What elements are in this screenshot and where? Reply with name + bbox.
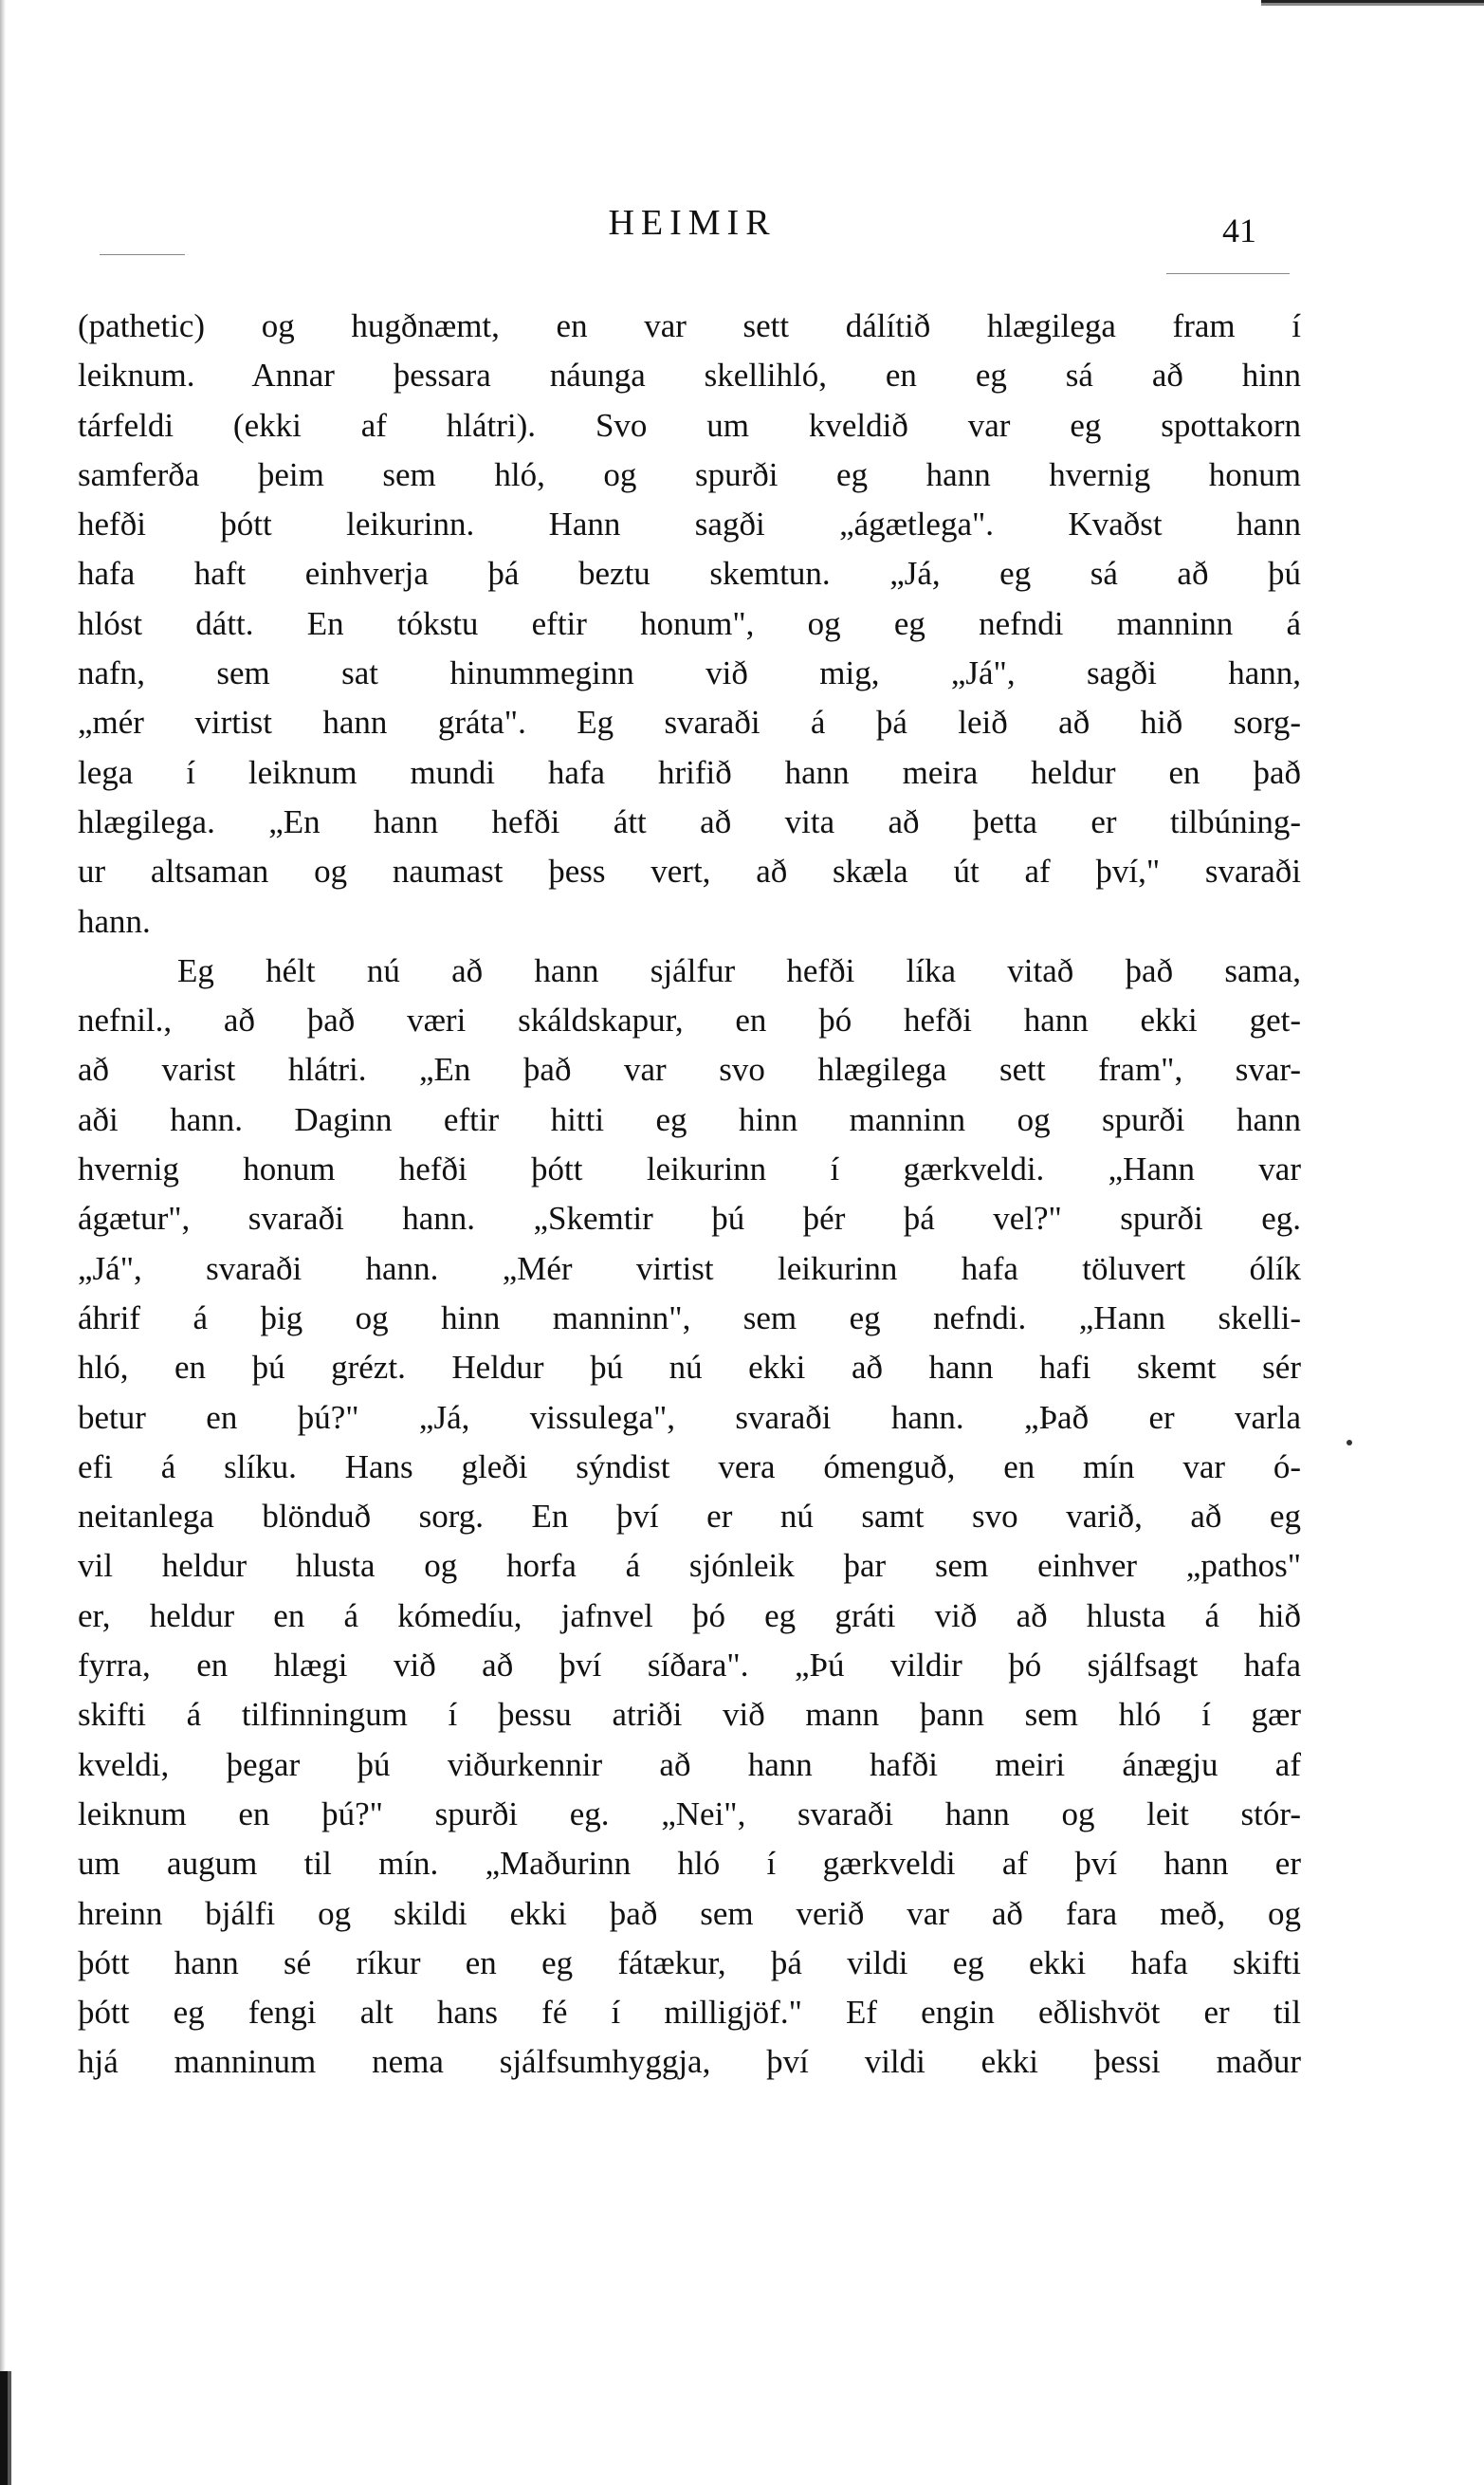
text-line: hlægilega. „En hann hefði átt að vita að þetta er tilbúning-	[78, 802, 1301, 840]
text-line: betur en þú?" „Já, vissulega", svaraði hann. „Það er varla	[78, 1398, 1301, 1436]
text-line: fyrra, en hlægi við að því síðara". „Þú vildir þó sjálfsagt hafa	[78, 1647, 1301, 1684]
text-line: vil heldur hlusta og horfa á sjónleik þar sem einhver „pathos"	[78, 1547, 1301, 1585]
text-line: kveldi, þegar þú viðurkennir að hann hafði meiri ánægju af	[78, 1745, 1301, 1783]
text-line: efi á slíku. Hans gleði sýndist vera ómenguð, en mín var ó-	[78, 1447, 1301, 1485]
text-line: tárfeldi (ekki af hlátri). Svo um kveldið var eg spottakorn	[78, 406, 1301, 444]
text-line: hvernig honum hefði þótt leikurinn í gærkveldi. „Hann var	[78, 1150, 1301, 1188]
text-line: er, heldur en á kómedíu, jafnvel þó eg gráti við að hlusta á hið	[78, 1596, 1301, 1634]
text-line: um augum til mín. „Maðurinn hló í gærkveldi af því hann er	[78, 1845, 1301, 1883]
text-line: nefnil., að það væri skáldskapur, en þó hefði hann ekki get-	[78, 1002, 1301, 1040]
text-line: skifti á tilfinningum í þessu atriði við mann þann sem hló í gær	[78, 1696, 1301, 1734]
text-line: leiknum en þú?" spurði eg. „Nei", svaraði hann og leit stór-	[78, 1795, 1301, 1832]
page-number: 41	[1222, 212, 1256, 249]
text-line: Eg hélt nú að hann sjálfur hefði líka vitað það sama,	[177, 951, 1301, 989]
header-rule-left	[100, 254, 185, 255]
text-line: ágætur", svaraði hann. „Skemtir þú þér þá vel?" spurði eg.	[78, 1200, 1301, 1238]
page-left-edge	[0, 0, 6, 2485]
text-line: lega í leiknum mundi hafa hrifið hann meira heldur en það	[78, 753, 1301, 791]
text-line: þótt eg fengi alt hans fé í milligjöf." Ef engin eðlishvöt er til	[78, 1994, 1301, 2032]
text-line: neitanlega blönduð sorg. En því er nú samt svo varið, að eg	[78, 1498, 1301, 1536]
header-rule-right	[1166, 273, 1290, 274]
text-line: hreinn bjálfi og skildi ekki það sem verið var að fara með, og	[78, 1894, 1301, 1932]
text-line: samferða þeim sem hló, og spurði eg hann hvernig honum	[78, 455, 1301, 493]
text-line: nafn, sem sat hinummeginn við mig, „Já", sagði hann,	[78, 654, 1301, 692]
page-top-edge	[1261, 0, 1484, 6]
text-line: hefði þótt leikurinn. Hann sagði „ágætlega". Kvaðst hann	[78, 506, 1301, 543]
running-title: HEIMIR	[608, 203, 777, 243]
text-line: hlóst dátt. En tókstu eftir honum", og eg nefndi manninn á	[78, 604, 1301, 642]
body-text	[78, 302, 1301, 2088]
page-header	[0, 199, 1484, 256]
text-line: áhrif á þig og hinn manninn", sem eg nefndi. „Hann skelli-	[78, 1298, 1301, 1336]
binding-mark	[0, 2371, 23, 2485]
text-line: „Já", svaraði hann. „Mér virtist leikurinn hafa töluvert ólík	[78, 1249, 1301, 1287]
text-line: að varist hlátri. „En það var svo hlægilega sett fram", svar-	[78, 1051, 1301, 1089]
text-line: hló, en þú grézt. Heldur þú nú ekki að hann hafi skemt sér	[78, 1349, 1301, 1387]
margin-speck	[1347, 1440, 1352, 1445]
text-line: þótt hann sé ríkur en eg fátækur, þá vildi eg ekki hafa skifti	[78, 1943, 1301, 1981]
text-line: aði hann. Daginn eftir hitti eg hinn manninn og spurði hann	[78, 1100, 1301, 1138]
text-line: leiknum. Annar þessara náunga skellihló, en eg sá að hinn	[78, 357, 1301, 395]
text-line: (pathetic) og hugðnæmt, en var sett dálítið hlægilega fram í	[78, 307, 1301, 344]
text-line: hafa haft einhverja þá beztu skemtun. „Já, eg sá að þú	[78, 555, 1301, 593]
text-line: „mér virtist hann gráta". Eg svaraði á þá leið að hið sorg-	[78, 704, 1301, 742]
text-line: hann.	[78, 902, 151, 940]
text-line: ur altsaman og naumast þess vert, að skæla út af því," svaraði	[78, 853, 1301, 891]
text-line: hjá manninum nema sjálfsumhyggja, því vildi ekki þessi maður	[78, 2043, 1301, 2081]
